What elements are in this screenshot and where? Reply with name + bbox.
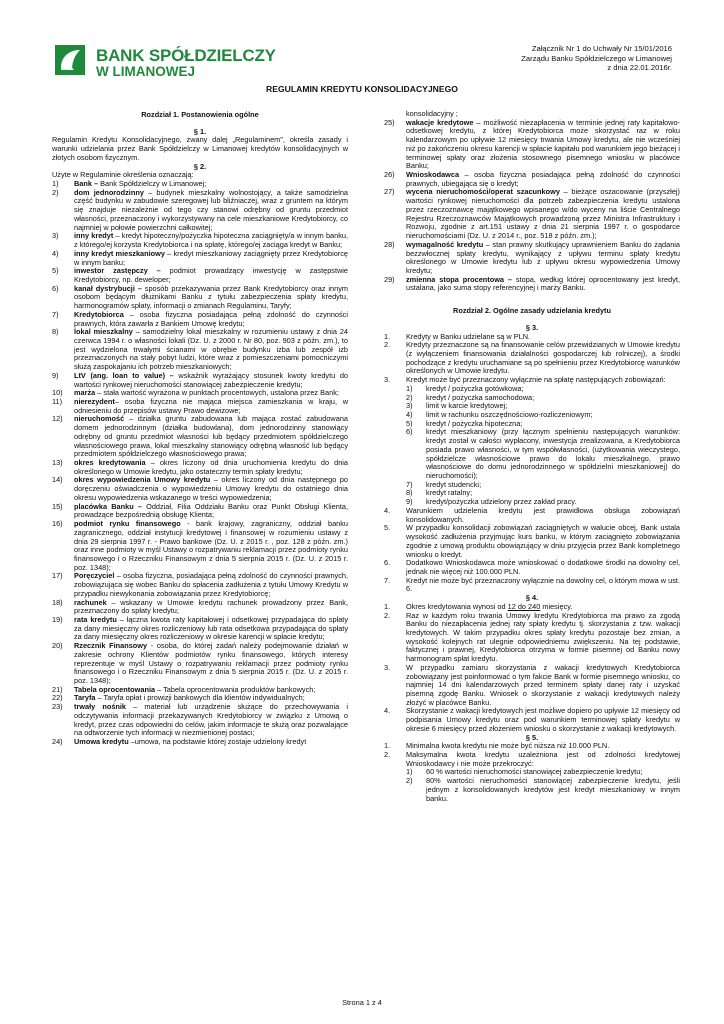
defined-term: wymagalność kredytu (406, 239, 484, 249)
item-text: kredyt ratalny; (426, 488, 473, 498)
item-text (74, 285, 348, 311)
definition-text: sposób przekazywania przez Bank Kredytobiorcy oraz innym osobom będącym dłużnikami Banku z tytułu zabezpieczenia spłaty kredytu, harmonogramów spłaty, informacji o zmianach Regulaminu, Taryfy; (74, 283, 348, 311)
item-number: 7. (384, 575, 391, 585)
attachment-line: Załącznik Nr 1 do Uchwały Nr 15/01/2016 (531, 44, 672, 53)
definition-text: – bieżące oszacowanie (przyszłej) wartości rynkowej nieruchomości dla potrzeb zabezpieczenia kredytu ustalona przez rzeczoznawcę majątkowego wpisanego w/do wyceny na liście Centralnego Rejestru Rzeczoznawców Majątkowych prowadzoną przez Ministra Infrastruktury i Rozwoju, zgodnie z art.151 ustawy z dnia 21 sierpnia 1997 r. o gospodarce nieruchomościami (Dz. U. z 2014 r., poz. 518 z późn. zm.); (406, 187, 680, 241)
definition-text: – osoba fizyczna, posiadająca pełną zdolność do czynności prawnych, zobowiązująca się wobec Banku do spłacenia zadłużenia z tytułu Umowy Kredytu w przypadku niewykonania zobowiązania przez Kredytobiorcę; (74, 571, 348, 598)
item-number: 23) (52, 702, 63, 712)
item-number: 7) (52, 309, 59, 319)
defined-term: zmienna stopa procentowa – (406, 274, 512, 284)
defined-term: placówka Banku – (74, 501, 142, 511)
document-title: REGULAMIN KREDYTU KONSOLIDACYJNEGO (266, 84, 458, 94)
item-text (406, 119, 680, 171)
item-number: 8) (406, 488, 413, 498)
text-part: 12 do 240 (507, 601, 541, 611)
item-number: 1) (52, 179, 59, 189)
defined-term: Poręczyciel (74, 571, 115, 581)
list-item (52, 372, 348, 389)
list-item (384, 507, 680, 524)
defined-term: trwały nośnik (74, 702, 127, 712)
item-text (74, 476, 348, 502)
defined-term: okres kredytowania (74, 458, 146, 468)
list-item (384, 428, 680, 480)
definition-text: Bank Spółdzielczy w Limanowej; (98, 179, 207, 189)
item-number: 20) (52, 641, 63, 651)
item-number: 18) (52, 597, 63, 607)
definition-text: - osoba, do której zadań należy podejmowanie działań w zakresie ochrony Klientów podmiotów rynku finansowego, których interesy reprezentuje w myśl Ustawy o rozpatrywaniu reklamacji przez podmioty rynku finansowego i o Rzeczniku Finansowym z dnia 5 sierpnia 2015 r. (Dz. U. z 2015 r. poz. 1348); (74, 641, 348, 685)
item-text (74, 250, 348, 267)
defined-term: marża (74, 388, 96, 398)
defined-term: okres wypowiedzenia Umowy kredytu (74, 475, 211, 485)
list-item (52, 703, 348, 738)
numbered-list (384, 507, 680, 594)
item-number: 2) (406, 392, 413, 402)
item-number: 7) (406, 479, 413, 489)
defined-term: kanał dystrybucji – (74, 283, 142, 293)
chapter-heading: Rozdział 1. Postanowienia ogólne (141, 110, 259, 119)
item-text (74, 642, 348, 686)
item-text: kredyt mieszkaniowy (przy łącznym spełnieniu następujących warunków: kredyt został w całości wypłacony, inwestycja zrealizowana, a Kredytobiorca posiada prawo własności, w tym współwłasności, (użytkowania wieczystego, spółdzielcze własnościowe prawo do lokalu mieszkalnego, prawo własnościowe do domu jednorodzinnego w spółdzielni mieszkaniowej) do nieruchomości); (426, 427, 680, 481)
item-number: 15) (52, 501, 63, 511)
page-number: Strona 1 z 4 (342, 998, 382, 1007)
chapter-heading: Rozdział 2. Ogólne zasady udzielania kredytu (453, 306, 611, 316)
item-text: 80% wartości nieruchomości stanowiącej zabezpieczenie kredytu, jeśli jednym z konsolidowanych kredytów jest kredyt mieszkaniowy w innym banku. (426, 776, 680, 803)
definition-text: – budynek mieszkalny wolnostojący, a także samodzielna część budynku w zabudowie szeregowej lub bliźniaczej, wraz z gruntem na którym się znajduje niezależnie od tego czy stanowi odrębny od gruntu przedmiot własności, przeznaczony i wykorzystywany na cele mieszkaniowe Kredytobiorcy, co najmniej w połowie powierzchni całkowitej; (74, 187, 348, 232)
definition-text: Oddział, Filia Oddziału Banku oraz Punkt Obsługi Klienta, prowadzące bezpośrednią obsługę Klienta; (74, 501, 348, 520)
item-text: W przypadku konsolidacji zobowiązań zaciągniętych w walucie obcej, Bank ustala wysokość zadłużenia przyjmując kurs banku, w którym zaciągnięto zobowiązania zgodnie z umową produktu obowiązujący w dniu przyjęcia przez Bank kompletnego wniosku o kredyt. (406, 523, 680, 559)
item-number: 8) (52, 327, 59, 337)
item-number: 6) (52, 283, 59, 293)
item-text: limit w karcie kredytowej; (426, 401, 508, 411)
item-number: 28) (384, 239, 395, 249)
item-number: 27) (384, 187, 395, 197)
list-item (384, 707, 680, 733)
item-text (74, 503, 348, 520)
list-item (384, 524, 680, 559)
list-item (384, 276, 680, 293)
paragraph: Użyte w Regulaminie określenia oznaczają: (52, 170, 194, 180)
item-text: limit w rachunku oszczędnościowo-rozliczeniowym; (426, 410, 593, 419)
sub-list (384, 385, 680, 507)
item-number: 9) (406, 497, 413, 507)
left-column (52, 111, 348, 747)
attachment-note (422, 44, 672, 73)
item-text: Warunkiem udzielenia kredytu jest prawidłowa obsługa zobowiązań konsolidowanych. (406, 505, 680, 524)
item-number: 1) (406, 383, 413, 393)
section-heading: § 2. (193, 161, 207, 171)
item-number: 6. (384, 558, 391, 568)
item-number: 19) (52, 614, 63, 624)
list-item (384, 777, 680, 803)
item-text (74, 572, 348, 598)
item-text (74, 398, 348, 415)
attachment-line: z dnia 22.01.2016r. (607, 63, 672, 73)
item-number: 4) (52, 248, 59, 258)
list-item (52, 572, 348, 598)
definition-text: – Taryfa opłat i prowizji bankowych dla klientów indywidualnych; (95, 693, 305, 703)
item-number: 12) (52, 414, 63, 424)
item-number: 21) (52, 684, 63, 694)
list-item (52, 503, 348, 520)
item-text: Kredyty w Banku udzielane są w PLN. (406, 331, 531, 341)
list-item (52, 285, 348, 311)
item-number: 22) (52, 693, 63, 703)
item-text: Raz w każdym roku trwania Umowy kredytu Kredytobiorca ma prawo za zgodą Banku do niezapłacenia jednej raty spłaty kredytu tj. skorzystania z tzw. wakacji kredytowych. W takim przypadku okres spłaty kredytu pozostaje bez zmian, a wysokość kolejnych rat ulegnie odpowiedniemu zwiększeniu. Na tej podstawie, faktycznej i prawnej, Kredytobiorca otrzyma w formie pisemnej od Banku nowy harmonogram spłat kredytu. (406, 610, 680, 664)
bank-logo-icon (52, 42, 88, 78)
list-item (384, 188, 680, 240)
item-text (74, 189, 348, 233)
definition-text: – okres liczony od dnia uruchomienia kredytu do dnia określonego w Umowie kredytu, jako ostateczny termin spłaty kredytu; (74, 458, 348, 476)
paragraph: Regulamin Kredytu Konsolidacyjnego, zwany dalej „Regulaminem", określa zasady i warunki udzielania przez Bank Spółdzielczy w Limanowej kredytów konsolidacyjnych w złotych osobom fizycznym. (52, 135, 348, 162)
item-text: Kredyt może być przeznaczony wyłącznie na spłatę następujących zobowiązań: (406, 375, 666, 385)
defined-term: Bank – (74, 179, 99, 189)
item-text (74, 520, 348, 572)
section-heading: § 1. (193, 126, 207, 136)
item-text (74, 415, 348, 459)
item-number: 5) (52, 266, 59, 276)
item-text (74, 267, 348, 284)
list-item (52, 189, 348, 233)
numbered-list (384, 612, 680, 734)
sub-list (384, 768, 680, 803)
item-number: 5) (406, 418, 413, 428)
item-number: 1) (406, 767, 413, 777)
item-number: 10) (52, 388, 63, 398)
list-item (384, 577, 680, 594)
list-item (52, 642, 348, 686)
definition-text: – osoba fizyczna nie mająca miejsca zamieszkania w kraju, w odniesieniu do przepisów ustawy Prawo dewizowe; (74, 397, 348, 415)
defined-term: rachunek (74, 597, 107, 607)
section-heading: § 3. (525, 322, 539, 332)
defined-term: Taryfa (74, 693, 96, 703)
item-number: 17) (52, 571, 63, 581)
item-text (74, 599, 348, 616)
item-text (74, 232, 348, 249)
bank-logo (52, 42, 276, 86)
definition-text: - bank krajowy, zagraniczny, oddział banku zagranicznego, oddział instytucji kredytowej i finansowej w rozumieniu ustawy z dnia 29 sierpnia 1997 r. - Prawo bankowe (Dz. U. z 2015 r. , poz. 128 z późn. zm.) oraz inne podmioty w myśl Ustawy o rozpatrywaniu reklamacji przez podmioty rynku finansowego i o Rzeczniku Finansowym z dnia 5 sierpnia 2015 r. (Dz. U. z 2015 r. poz. 1348); (74, 519, 348, 572)
item-text: W przypadku zamiaru skorzystania z wakacji kredytowych Kredytobiorca zobowiązany jest poinformować o tym fakcie Bank w formie pisemnego wniosku, co najmniej 14 dni kalendarzowych przed terminem spłaty danej raty i uzyskać pisemną zgodę Banku. Wniosek o skorzystanie z wakacji kredytowych należy złożyć w placówce Banku. (406, 662, 680, 707)
item-text: Kredyty przeznaczone są na finansowanie celów przewidzianych w Umowie kredytu (z wyłączeniem finansowania działalności gospodarczej lub rolniczej), a środki pochodzące z kredytu uruchamiane są po spełnieniu przez Kredytobiorcę warunków określonych w Umowie kredytu. (406, 340, 680, 376)
item-text: Kredyt nie może być przeznaczony wyłącznie na dowolny cel, o którym mowa w ust. 6. (406, 575, 680, 594)
defined-term: Wnioskodawca (406, 170, 460, 180)
bank-name: BANK SPÓŁDZIELCZY (96, 46, 276, 65)
defined-term: Kredytobiorca (74, 309, 124, 319)
definition-text: – osoba fizyczna posiadająca pełną zdolność do czynności prawnych, która zawarła z Bankiem Umowę kredytu; (74, 309, 348, 328)
item-number: 2. (384, 750, 391, 760)
item-number: 14) (52, 475, 63, 485)
item-text: Dodatkowo Wnioskodawca może wnioskować o dodatkowe środki na dowolny cel, jednak nie więcej niż 100.000 PLN. (406, 558, 680, 576)
item-number: 25) (384, 117, 395, 127)
defined-term: podmiot rynku finansowego (74, 519, 181, 529)
definition-text: – wskazany w Umowie kredytu rachunek prowadzony przez Bank, przeznaczony do spłaty kredytu; (74, 597, 348, 616)
defined-term: lokal mieszkalny (74, 327, 133, 337)
definition-text: – możliwość niezapłacenia w terminie jednej raty kapitałowo-odsetkowej kredytu, z której Kredytobiorca może skorzystać raz w roku kalendarzowym po upływie 12 miesięcy trwania Umowy kredytu, ale nie wcześniej niż po zakończeniu okresu karencji w spłacie kapitału pod warunkiem jego bieżącej i terminowej spłaty oraz złożenia stosownego pisemnego wniosku w placówce Banku; (406, 117, 680, 171)
item-number: 29) (384, 274, 395, 284)
item-number: 3) (52, 231, 59, 241)
item-text (74, 328, 348, 372)
item-number: 6) (406, 427, 413, 437)
attachment-line: Zarządu Banku Spółdzielczego w Limanowej (521, 53, 672, 63)
bank-location: W LIMANOWEJ (96, 64, 195, 79)
item-text: kredyt / pożyczka gotówkowa; (426, 383, 524, 393)
definition-text: – samodzielny lokal mieszkalny w rozumieniu ustawy z dnia 24 czerwca 1994 r. o własności lokali (Dz. U. z 2000 r. Nr 80, poz. 903 z późn. zm.), to jest wydzielona trwałymi ścianami w obrębie budynku izba lub zespół izb przeznaczonych na stały pobyt ludzi, które wraz z pomieszczeniami pomocniczymi służą zaspokajaniu ich potrzeb mieszkaniowych; (74, 327, 348, 372)
item-text: Maksymalna kwota kredytu uzależniona jest od zdolności kredytowej Wnioskodawcy i nie może przekroczyć: (406, 750, 680, 768)
defined-term: wakacje kredytowe (406, 117, 474, 127)
definition-text: – stała wartość wyrażona w punktach procentowych, ustalona przez Bank; (95, 388, 339, 398)
list-item (384, 664, 680, 708)
list-item (384, 341, 680, 376)
list-item (384, 612, 680, 664)
item-text: Minimalna kwota kredytu nie może być niższa niż 10.000 PLN. (406, 741, 610, 751)
item-text (406, 276, 680, 293)
item-text (74, 738, 348, 747)
list-item (52, 616, 348, 642)
list-item (52, 311, 348, 328)
definition-text: – działka gruntu zabudowana lub mająca zostać zabudowana domem jednorodzinnym (działka budowlana), dom jednorodzinny stanowiący odrębny od gruntu przedmiot własności lub będący przedmiotem spółdzielczego własnościowego prawa, lokal mieszkalny stanowiący odrębną własność lub będący przedmiotem spółdzielczego własnościowego prawa; (74, 414, 348, 459)
list-item (384, 119, 680, 171)
definition-text: podmiot prowadzący inwestycję w zastępstwie Kredytobiorcy, np. deweloper; (74, 266, 349, 284)
item-number: 24) (52, 737, 63, 747)
definition-text: – materiał lub urządzenie służące do przechowywania i odczytywania informacji przekazywanych Kredytobiorcy w związku z Umową o kredyt, przez czas odpowiedni do celów, jakim informacje te służą oraz pozwalające na odtworzenie tych informacji w niezmienionej postaci; (74, 702, 348, 738)
list-item (52, 738, 348, 747)
definition-text: – Tabela oprocentowania produktów bankowych; (155, 684, 316, 694)
numbered-list (384, 333, 680, 385)
item-text (74, 703, 348, 738)
item-text: kredyt studencki; (426, 479, 482, 489)
paragraph: konsolidacyjny ; (406, 109, 458, 118)
list-item (384, 559, 680, 576)
list-item (52, 398, 348, 415)
item-text: 60 % wartości nieruchomości stanowiącej zabezpieczenie kredytu; (426, 767, 643, 777)
defined-term: rata kredytu (74, 614, 117, 624)
defined-term: inwestor zastępczy – (74, 266, 161, 276)
item-number: 5. (384, 523, 391, 533)
defined-term: LtV (ang. loan to value) – (74, 370, 174, 380)
item-text (406, 188, 680, 240)
definitions-list (52, 180, 348, 747)
item-number: 4. (384, 706, 391, 716)
item-number: 1. (384, 331, 391, 341)
item-number: 3. (384, 662, 391, 672)
section-heading: § 4. (525, 593, 539, 603)
list-item (52, 520, 348, 572)
definition-text: – kredyt mieszkaniowy zaciągnięty przez Kredytobiorcę w innym banku; (74, 248, 349, 267)
item-number: 2. (384, 610, 391, 620)
item-text: Skorzystanie z wakacji kredytowych jest możliwe dopiero po upływie 12 miesięcy od podpisania Umowy kredytu oraz pod warunkiem terminowej spłaty kredytu w okresie 6 miesięcy przed złożeniem wniosku o skorzystanie z wakacji kredytowych. (406, 706, 680, 733)
list-item (384, 751, 680, 768)
item-text (74, 459, 348, 476)
right-column (384, 110, 680, 803)
list-item (384, 241, 680, 276)
list-item (384, 171, 680, 188)
item-number: 26) (384, 170, 395, 180)
item-number: 9) (52, 370, 59, 380)
defined-term: nieruchomość (74, 414, 125, 424)
text-part: miesięcy. (540, 601, 573, 611)
definition-text: wskaźnik wyrażający stosunek kwoty kredytu do wartości rynkowej nieruchomości stanowiącej zabezpieczenie kredytu; (74, 370, 348, 389)
defined-term: Rzecznik Finansowy (74, 641, 148, 651)
list-item (52, 415, 348, 459)
item-number: 1. (384, 601, 391, 611)
definition-text: – łączna kwota raty kapitałowej i odsetkowej przypadająca do spłaty za dany miesięczny okres rozliczeniowy lub rata odsetkowa przypadająca do spłaty za dany miesięczny okres rozliczeniowy w okresie karencji w spłacie kredytu; (74, 614, 348, 642)
item-text (74, 372, 348, 389)
item-number: 1. (384, 741, 391, 751)
section-heading: § 5. (525, 732, 539, 742)
item-number: 3) (406, 401, 413, 411)
item-number: 13) (52, 458, 63, 468)
definition-text: –umowa, na podstawie której zostaje udzielony kredyt (128, 737, 307, 747)
definition-text: – stan prawny skutkujący uprawnieniem Banku do żądania bezzwłocznej spłaty kredytu, wynikający z upływu terminu spłaty kredytu określonego w Umowie kredytu lub z upływu okresu wypowiedzenia Umowy kredytu; (406, 239, 680, 275)
item-number: 2. (384, 340, 391, 350)
item-number: 11) (52, 397, 63, 406)
item-text: kredyt / pożyczka hipoteczna; (426, 418, 523, 428)
list-item (52, 267, 348, 284)
list-item (52, 250, 348, 267)
item-number: 2) (52, 187, 59, 197)
item-number: 4. (384, 505, 391, 515)
item-text (74, 311, 348, 328)
item-text (406, 241, 680, 276)
definition-text: – kredyt hipoteczny/pożyczka hipoteczna zaciągnięty/a w innym banku, z którego/ej korzysta Kredytobiorca i na spłatę, którego/ej zaciąga kredyt w Banku; (74, 231, 348, 250)
definitions-list (384, 119, 680, 293)
item-number: 16) (52, 519, 63, 529)
item-number: 2) (406, 776, 413, 786)
defined-term: wycena nieruchomości/operat szacunkowy (406, 187, 560, 197)
definition-text: stopa, według której oprocentowany jest kredyt, ustalana, jako suma stopy referencyjnej i marży Banku. (406, 274, 680, 293)
list-item (52, 476, 348, 502)
item-text (406, 171, 680, 188)
item-text: kredyt/pożyczka udzielony przez zakład pracy. (426, 497, 577, 507)
defined-term: dom jednorodzinny (74, 187, 144, 197)
item-number: 4) (406, 410, 413, 419)
text-part: Okres kredytowania wynosi od (406, 601, 508, 611)
item-number: 3. (384, 375, 391, 385)
defined-term: inny kredyt mieszkaniowy (74, 248, 165, 258)
list-item (52, 232, 348, 249)
numbered-list (384, 742, 680, 768)
definition-text: – okres liczony od dnia następnego po doręczeniu oświadczenia o wypowiedzeniu Umowy kredytu do ostatniego dnia okresu wypowiedzenia wskazanego w treści wypowiedzenia; (74, 475, 348, 502)
list-item (52, 459, 348, 476)
defined-term: Tabela oprocentowania (74, 684, 156, 694)
definition-text: – osoba fizyczna posiadająca pełną zdolność do czynności prawnych, ubiegająca się o kredyt; (406, 170, 680, 188)
item-text: kredyt / pożyczka samochodowa; (426, 392, 535, 402)
defined-term: Umowa kredytu (74, 737, 129, 747)
defined-term: nierezydent (74, 397, 115, 406)
list-item (52, 599, 348, 616)
list-item (52, 328, 348, 372)
defined-term: inny kredyt (74, 231, 114, 241)
item-text (74, 616, 348, 642)
